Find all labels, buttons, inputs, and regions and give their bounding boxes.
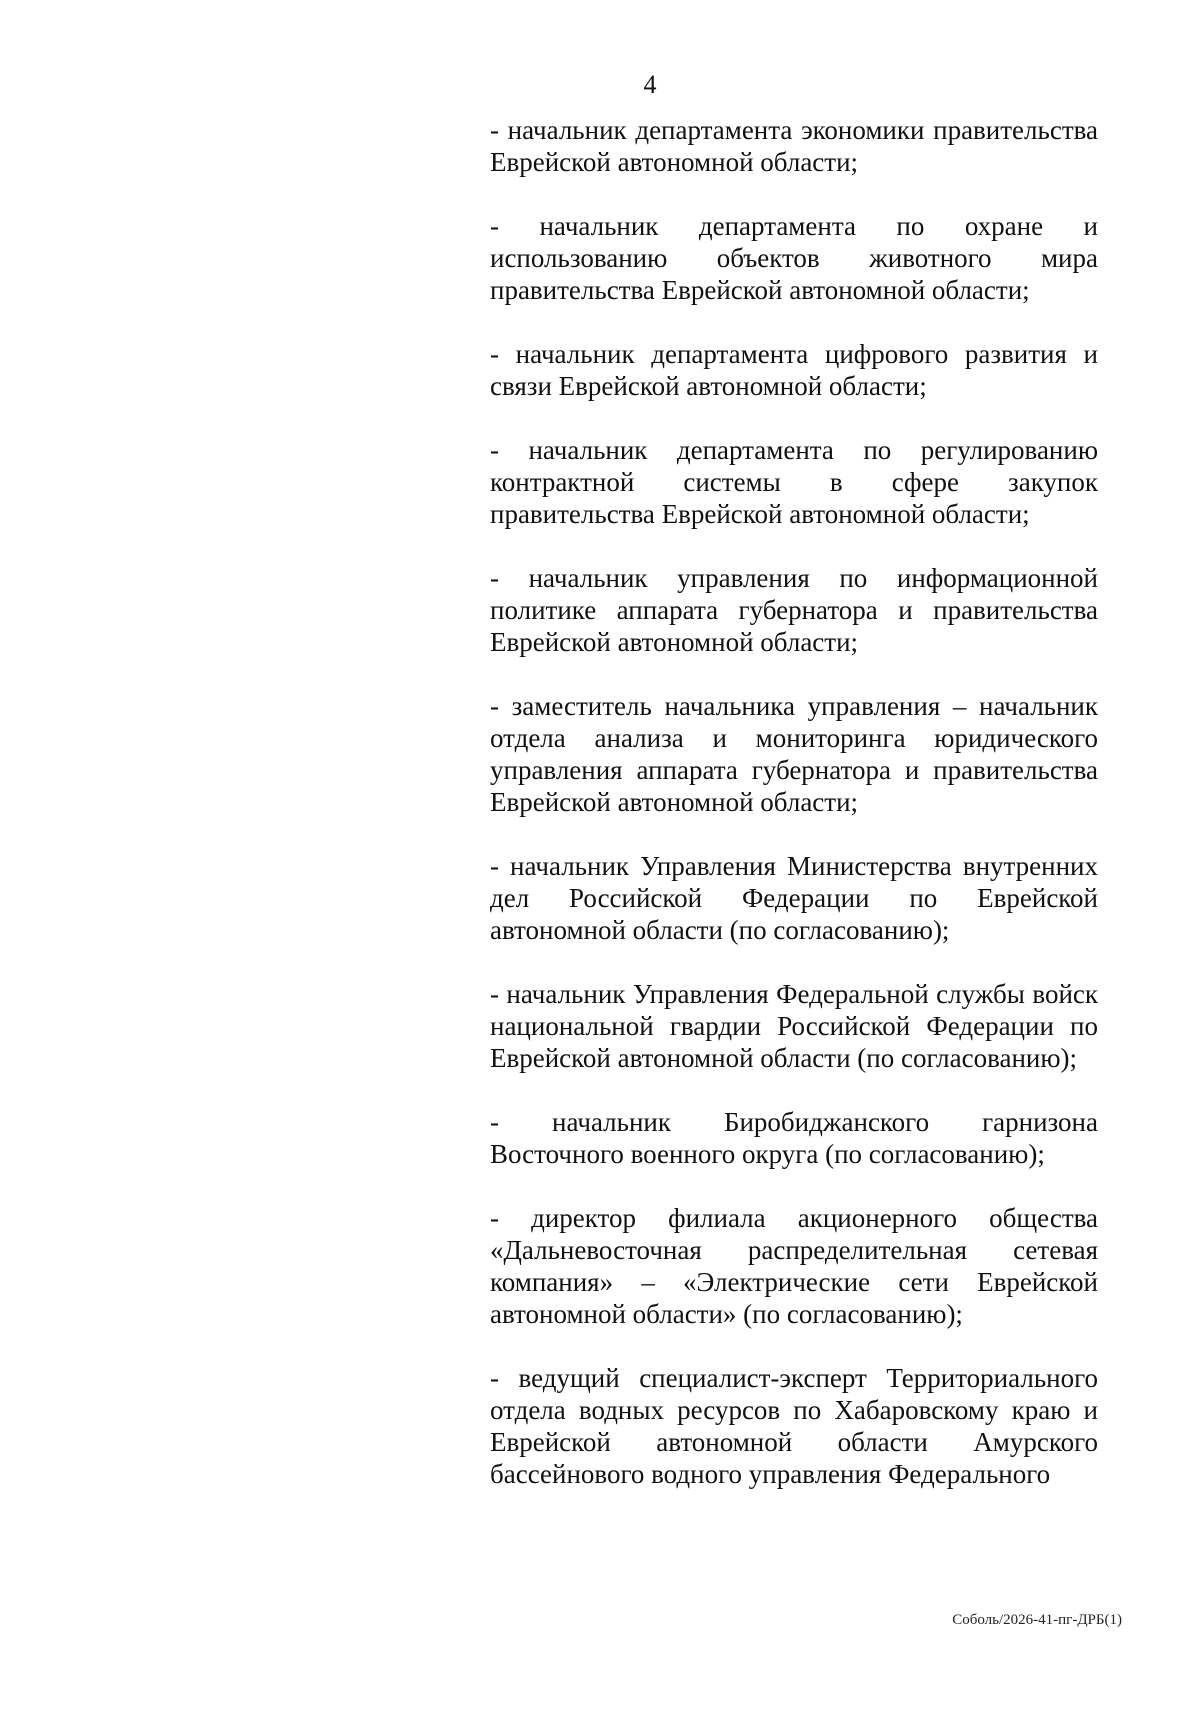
list-item: - начальник управления по информационной политике аппарата губернатора и правительства Еврейской автономной области; <box>490 563 1098 657</box>
list-item: - начальник департамента по охране и использованию объектов животного мира правительства Еврейской автономной области; <box>490 211 1098 305</box>
list-item: - начальник Управления Федеральной службы войск национальной гвардии Российской Федерации по Еврейской автономной области (по согласованию); <box>490 979 1098 1073</box>
document-code: Соболь/2026-41-пг-ДРБ(1) <box>952 1612 1122 1628</box>
list-item: - ведущий специалист-эксперт Территориального отдела водных ресурсов по Хабаровскому краю и Еврейской автономной области Амурского бассейнового водного управления Федерального <box>490 1363 1098 1489</box>
list-item: - начальник департамента по регулированию контрактной системы в сфере закупок правительства Еврейской автономной области; <box>490 435 1098 529</box>
page-number: 4 <box>643 70 657 99</box>
list-item: - начальник департамента цифрового развития и связи Еврейской автономной области; <box>490 339 1098 401</box>
list-item: - начальник Биробиджанского гарнизона Восточного военного округа (по согласованию); <box>490 1107 1098 1169</box>
list-item: - директор филиала акционерного общества «Дальневосточная распределительная сетевая компания» – «Электрические сети Еврейской автономной области» (по согласованию); <box>490 1203 1098 1329</box>
list-item: - начальник департамента экономики правительства Еврейской автономной области; <box>490 115 1098 177</box>
list-item: - начальник Управления Министерства внутренних дел Российской Федерации по Еврейской автономной области (по согласованию); <box>490 851 1098 945</box>
list-item: - заместитель начальника управления – начальник отдела анализа и мониторинга юридического управления аппарата губернатора и правительства Еврейской автономной области; <box>490 691 1098 817</box>
document-body <box>490 114 1098 1522</box>
